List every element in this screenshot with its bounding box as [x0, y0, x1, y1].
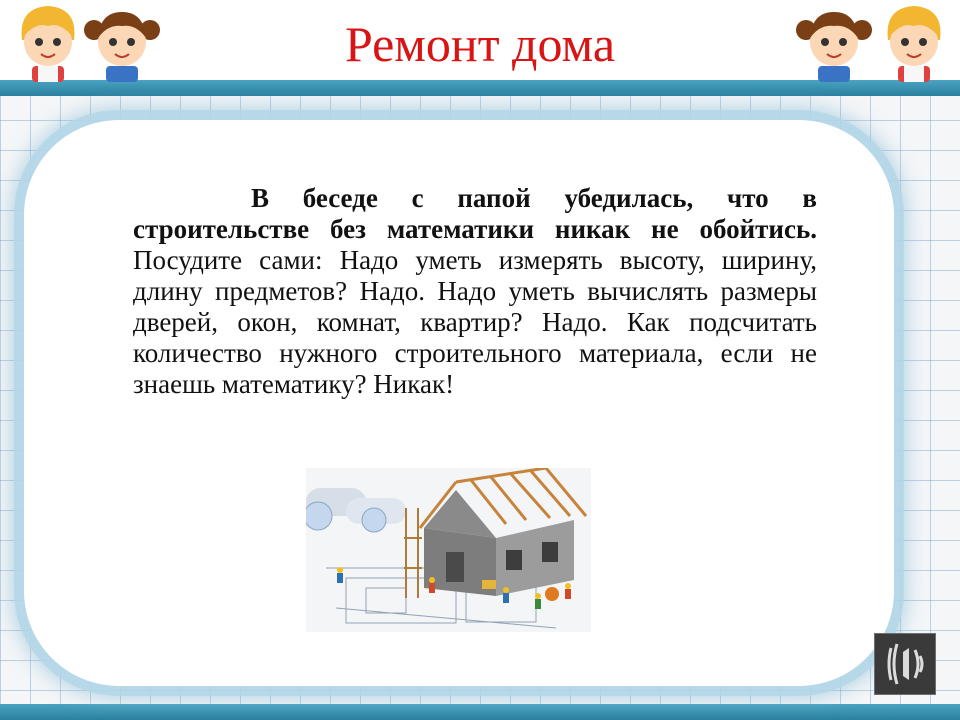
- house-construction-illustration: [306, 468, 591, 632]
- header-stripe: [0, 80, 960, 96]
- speaker-sound-icon: [875, 634, 935, 694]
- footer-stripe: [0, 704, 960, 720]
- paragraph-bold-lead: В беседе с папой убедилась, что в строительстве без математики никак не обойтись.: [133, 183, 817, 244]
- paragraph-text: Посудите сами: Надо уметь измерять высоту, ширину, длину предметов? Надо. Надо уметь вычислять размеры дверей, окон, комнат, квартир? Надо. Как подсчитать количество нужного строительного материала, если не знаешь математику? Никак!: [133, 245, 817, 399]
- audio-play-button[interactable]: [874, 633, 936, 695]
- slide-paragraph: [133, 183, 817, 400]
- slide-title: Ремонт дома: [344, 16, 616, 72]
